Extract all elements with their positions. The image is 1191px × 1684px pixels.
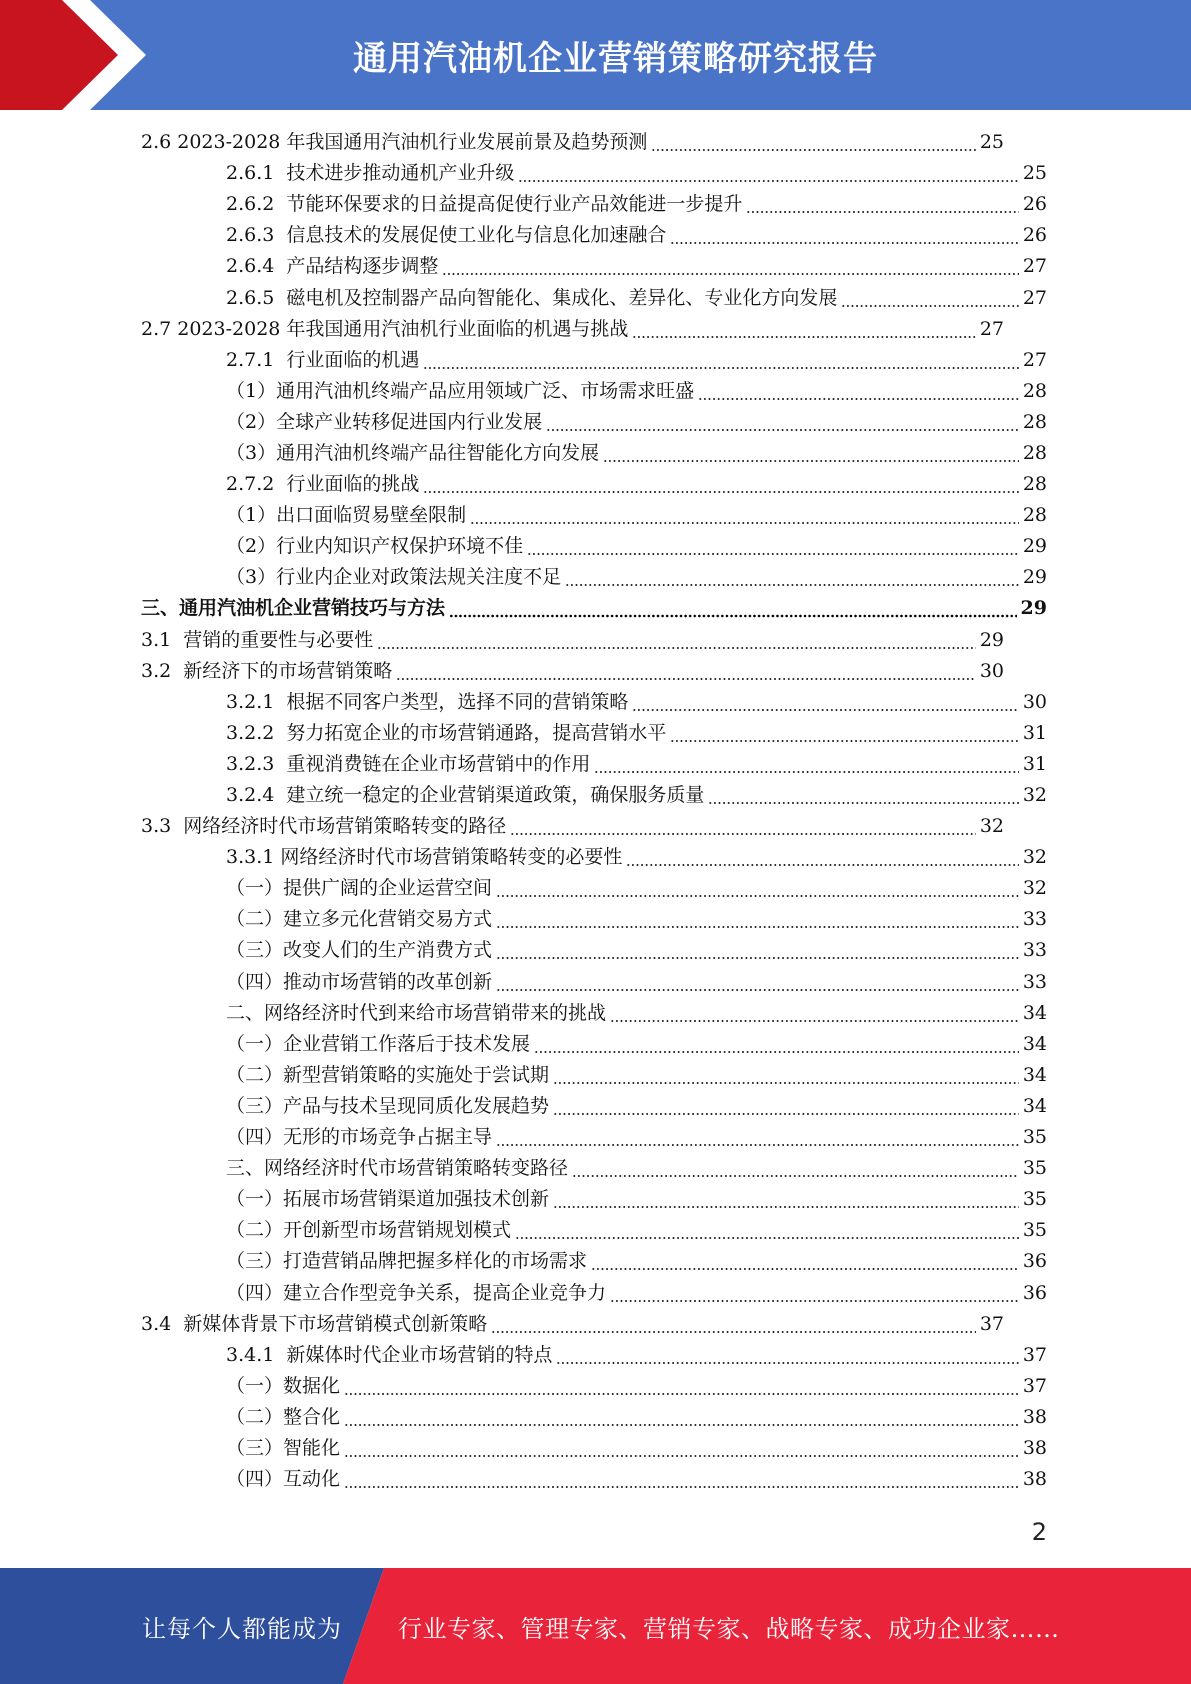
toc-leader-dots	[515, 1215, 1019, 1246]
toc-entry-page: 33	[1022, 970, 1047, 993]
toc-entry-label: （一）提供广阔的企业运营空间	[226, 877, 493, 900]
toc-entry-label: 3.3 网络经济时代市场营销策略转变的路径	[141, 815, 507, 838]
toc-entry-label: 三、通用汽油机企业营销技巧与方法	[141, 597, 446, 620]
toc-entry-label: （一）拓展市场营销渠道加强技术创新	[226, 1188, 550, 1211]
toc-entry[interactable]	[0, 718, 1191, 749]
toc-entry-page: 29	[979, 628, 1004, 651]
toc-entry-page: 28	[1022, 473, 1047, 496]
toc-entry-label: （三）改变人们的生产消费方式	[226, 939, 493, 962]
toc-entry-page: 28	[1022, 379, 1047, 402]
toc-entry-page: 35	[1022, 1157, 1047, 1180]
toc-entry-page: 28	[1022, 410, 1047, 433]
toc-entry[interactable]	[0, 967, 1191, 998]
toc-entry[interactable]	[0, 220, 1191, 251]
toc-leader-dots	[496, 967, 1019, 998]
toc-entry[interactable]	[0, 127, 1191, 158]
toc-entry[interactable]	[0, 593, 1191, 624]
page-header	[0, 0, 1191, 110]
toc-entry-label: （2）全球产业转移促进国内行业发展	[226, 410, 543, 433]
toc-entry-label: 2.6.1 技术进步推动通机产业升级	[226, 162, 515, 185]
toc-entry[interactable]	[0, 158, 1191, 189]
report-title: 通用汽油机企业营销策略研究报告	[353, 38, 878, 79]
toc-entry[interactable]	[0, 656, 1191, 687]
table-of-contents	[0, 127, 1191, 1495]
toc-leader-dots	[344, 1402, 1019, 1433]
toc-entry-page: 37	[1022, 1343, 1047, 1366]
toc-leader-dots	[610, 998, 1019, 1029]
toc-entry-page: 34	[1022, 1032, 1047, 1055]
toc-entry-page: 28	[1022, 504, 1047, 527]
toc-entry-page: 26	[1022, 193, 1047, 216]
toc-entry[interactable]	[0, 282, 1191, 313]
toc-leader-dots	[546, 407, 1019, 438]
toc-entry-label: 3.1 营销的重要性与必要性	[141, 628, 374, 651]
toc-entry-label: （1）出口面临贸易壁垒限制	[226, 504, 467, 527]
toc-entry[interactable]	[0, 1153, 1191, 1184]
toc-leader-dots	[344, 1371, 1019, 1402]
toc-leader-dots	[746, 189, 1018, 220]
toc-entry[interactable]	[0, 1309, 1191, 1340]
toc-leader-dots	[518, 158, 1018, 189]
toc-entry-page: 31	[1022, 752, 1047, 775]
toc-entry[interactable]	[0, 904, 1191, 935]
toc-entry-label: （一）数据化	[226, 1374, 341, 1397]
toc-entry-page: 29	[1020, 597, 1047, 620]
toc-leader-dots	[527, 531, 1019, 562]
toc-entry-page: 29	[1022, 535, 1047, 558]
toc-entry-page: 32	[979, 815, 1004, 838]
toc-leader-dots	[396, 656, 976, 687]
toc-leader-dots	[632, 687, 1018, 718]
toc-entry-label: 3.2.3 重视消费链在企业市场营销中的作用	[226, 752, 591, 775]
toc-entry-page: 35	[1022, 1126, 1047, 1149]
toc-entry[interactable]	[0, 562, 1191, 593]
toc-entry[interactable]	[0, 1246, 1191, 1277]
toc-entry-label: （四）无形的市场竞争占据主导	[226, 1126, 493, 1149]
toc-entry-label: （2）行业内知识产权保护环境不佳	[226, 535, 524, 558]
toc-entry[interactable]	[0, 1371, 1191, 1402]
toc-leader-dots	[553, 1184, 1019, 1215]
toc-entry[interactable]	[0, 189, 1191, 220]
toc-entry[interactable]	[0, 251, 1191, 282]
toc-entry[interactable]	[0, 625, 1191, 656]
toc-entry-page: 37	[979, 1312, 1004, 1335]
toc-leader-dots	[423, 345, 1018, 376]
toc-entry[interactable]	[0, 1184, 1191, 1215]
toc-entry-label: （三）产品与技术呈现同质化发展趋势	[226, 1094, 550, 1117]
toc-entry[interactable]	[0, 1433, 1191, 1464]
toc-entry-label: （3）通用汽油机终端产品往智能化方向发展	[226, 441, 600, 464]
footer-slogan-left: 让每个人都能成为	[142, 1614, 342, 1643]
toc-leader-dots	[632, 314, 975, 345]
toc-entry-label: （四）推动市场营销的改革创新	[226, 970, 493, 993]
toc-entry[interactable]	[0, 531, 1191, 562]
toc-entry[interactable]	[0, 1060, 1191, 1091]
toc-entry-page: 38	[1022, 1405, 1047, 1428]
toc-entry-label: 3.2.4 建立统一稳定的企业营销渠道政策，确保服务质量	[226, 784, 705, 807]
toc-entry-label: 三、网络经济时代市场营销策略转变路径	[226, 1157, 569, 1180]
toc-leader-dots	[708, 780, 1018, 811]
toc-entry[interactable]	[0, 1122, 1191, 1153]
toc-leader-dots	[670, 220, 1018, 251]
toc-entry-label: （三）智能化	[226, 1436, 341, 1459]
toc-entry-page: 30	[1022, 690, 1047, 713]
toc-entry-label: （四）建立合作型竞争关系，提高企业竞争力	[226, 1281, 607, 1304]
toc-entry[interactable]	[0, 749, 1191, 780]
toc-entry[interactable]	[0, 1091, 1191, 1122]
toc-entry[interactable]	[0, 687, 1191, 718]
toc-leader-dots	[491, 1309, 976, 1340]
toc-leader-dots	[423, 469, 1018, 500]
toc-leader-dots	[496, 873, 1019, 904]
toc-leader-dots	[470, 500, 1019, 531]
toc-entry-label: 3.2.1 根据不同客户类型，选择不同的营销策略	[226, 690, 629, 713]
toc-leader-dots	[344, 1464, 1019, 1495]
toc-entry-page: 28	[1022, 441, 1047, 464]
toc-entry-page: 34	[1022, 1094, 1047, 1117]
toc-entry[interactable]	[0, 935, 1191, 966]
toc-entry-page: 34	[1022, 1001, 1047, 1024]
page-footer	[0, 1568, 1191, 1684]
toc-entry-label: （一）企业营销工作落后于技术发展	[226, 1032, 531, 1055]
toc-entry-label: 二、网络经济时代到来给市场营销带来的挑战	[226, 1001, 607, 1024]
toc-leader-dots	[534, 1029, 1019, 1060]
toc-entry[interactable]	[0, 1215, 1191, 1246]
toc-entry-page: 38	[1022, 1468, 1047, 1491]
toc-entry[interactable]	[0, 1340, 1191, 1371]
toc-entry-page: 30	[979, 659, 1004, 682]
toc-entry-label: 2.7.1 行业面临的机遇	[226, 348, 420, 371]
toc-entry-page: 34	[1022, 1063, 1047, 1086]
toc-entry[interactable]	[0, 438, 1191, 469]
toc-leader-dots	[841, 283, 1018, 314]
toc-leader-dots	[651, 127, 975, 158]
toc-leader-dots	[626, 842, 1018, 873]
toc-entry-label: 3.4 新媒体背景下市场营销模式创新策略	[141, 1312, 488, 1335]
toc-entry[interactable]	[0, 500, 1191, 531]
toc-entry-page: 35	[1022, 1188, 1047, 1211]
toc-leader-dots	[594, 749, 1018, 780]
page-number: 2	[1031, 1518, 1047, 1546]
toc-entry[interactable]	[0, 811, 1191, 842]
toc-entry-page: 36	[1022, 1250, 1047, 1273]
toc-entry[interactable]	[0, 1402, 1191, 1433]
toc-entry-page: 27	[1022, 255, 1047, 278]
toc-entry[interactable]	[0, 1464, 1191, 1495]
toc-entry-page: 27	[1022, 348, 1047, 371]
toc-entry-label: （三）打造营销品牌把握多样化的市场需求	[226, 1250, 588, 1273]
toc-leader-dots	[572, 1153, 1019, 1184]
toc-entry-label: （二）开创新型市场营销规划模式	[226, 1219, 512, 1242]
toc-entry-label: 2.7 2023-2028 年我国通用汽油机行业面临的机遇与挑战	[141, 317, 629, 340]
toc-entry-label: 2.6.2 节能环保要求的日益提高促使行业产品效能进一步提升	[226, 193, 743, 216]
toc-entry-page: 32	[1022, 846, 1047, 869]
toc-entry-page: 36	[1022, 1281, 1047, 1304]
arrow-decoration-icon	[0, 0, 160, 110]
toc-entry-page: 25	[979, 131, 1004, 154]
toc-entry-page: 31	[1022, 721, 1047, 744]
toc-entry-page: 32	[1022, 784, 1047, 807]
toc-leader-dots	[496, 904, 1019, 935]
toc-entry-label: 2.6.3 信息技术的发展促使工业化与信息化加速融合	[226, 224, 667, 247]
toc-entry-page: 29	[1022, 566, 1047, 589]
toc-entry[interactable]	[0, 1277, 1191, 1308]
toc-entry[interactable]	[0, 780, 1191, 811]
toc-entry-page: 33	[1022, 908, 1047, 931]
toc-leader-dots	[496, 935, 1019, 966]
toc-leader-dots	[442, 251, 1018, 282]
toc-leader-dots	[603, 438, 1019, 469]
toc-leader-dots	[344, 1433, 1019, 1464]
toc-leader-dots	[496, 1122, 1019, 1153]
toc-leader-dots	[449, 593, 1017, 624]
toc-entry-label: （1）通用汽油机终端产品应用领域广泛、市场需求旺盛	[226, 379, 695, 402]
toc-leader-dots	[591, 1246, 1019, 1277]
toc-entry-label: 3.2.2 努力拓宽企业的市场营销通路，提高营销水平	[226, 721, 667, 744]
toc-leader-dots	[610, 1278, 1019, 1309]
toc-leader-dots	[670, 718, 1018, 749]
toc-entry[interactable]	[0, 345, 1191, 376]
toc-entry-page: 33	[1022, 939, 1047, 962]
toc-entry[interactable]	[0, 314, 1191, 345]
toc-entry-label: （二）新型营销策略的实施处于尝试期	[226, 1063, 550, 1086]
toc-entry[interactable]	[0, 842, 1191, 873]
toc-entry-label: 3.4.1 新媒体时代企业市场营销的特点	[226, 1343, 553, 1366]
toc-entry-label: （四）互动化	[226, 1468, 341, 1491]
toc-entry-label: （二）整合化	[226, 1405, 341, 1428]
toc-leader-dots	[565, 562, 1019, 593]
toc-entry[interactable]	[0, 469, 1191, 500]
toc-leader-dots	[698, 376, 1019, 407]
toc-entry[interactable]	[0, 998, 1191, 1029]
toc-leader-dots	[553, 1060, 1019, 1091]
footer-slogan-right: 行业专家、管理专家、营销专家、战略专家、成功企业家……	[398, 1614, 1060, 1643]
toc-leader-dots	[510, 811, 976, 842]
toc-entry-page: 27	[979, 317, 1004, 340]
toc-leader-dots	[553, 1091, 1019, 1122]
toc-entry-label: （二）建立多元化营销交易方式	[226, 908, 493, 931]
toc-entry-page: 25	[1022, 162, 1047, 185]
toc-entry-page: 35	[1022, 1219, 1047, 1242]
toc-entry-label: 2.6 2023-2028 年我国通用汽油机行业发展前景及趋势预测	[141, 131, 648, 154]
toc-entry-label: （3）行业内企业对政策法规关注度不足	[226, 566, 562, 589]
toc-entry[interactable]	[0, 873, 1191, 904]
toc-leader-dots	[556, 1340, 1018, 1371]
toc-entry-page: 26	[1022, 224, 1047, 247]
toc-entry[interactable]	[0, 376, 1191, 407]
toc-entry-label: 3.3.1 网络经济时代市场营销策略转变的必要性	[226, 846, 623, 869]
toc-entry[interactable]	[0, 407, 1191, 438]
toc-entry-page: 37	[1022, 1374, 1047, 1397]
toc-entry-label: 3.2 新经济下的市场营销策略	[141, 659, 393, 682]
toc-entry-page: 27	[1022, 286, 1047, 309]
toc-entry-label: 2.6.5 磁电机及控制器产品向智能化、集成化、差异化、专业化方向发展	[226, 286, 838, 309]
toc-entry-label: 2.6.4 产品结构逐步调整	[226, 255, 439, 278]
toc-entry-page: 38	[1022, 1436, 1047, 1459]
toc-leader-dots	[377, 625, 976, 656]
toc-entry-label: 2.7.2 行业面临的挑战	[226, 473, 420, 496]
toc-entry-page: 32	[1022, 877, 1047, 900]
toc-entry[interactable]	[0, 1029, 1191, 1060]
